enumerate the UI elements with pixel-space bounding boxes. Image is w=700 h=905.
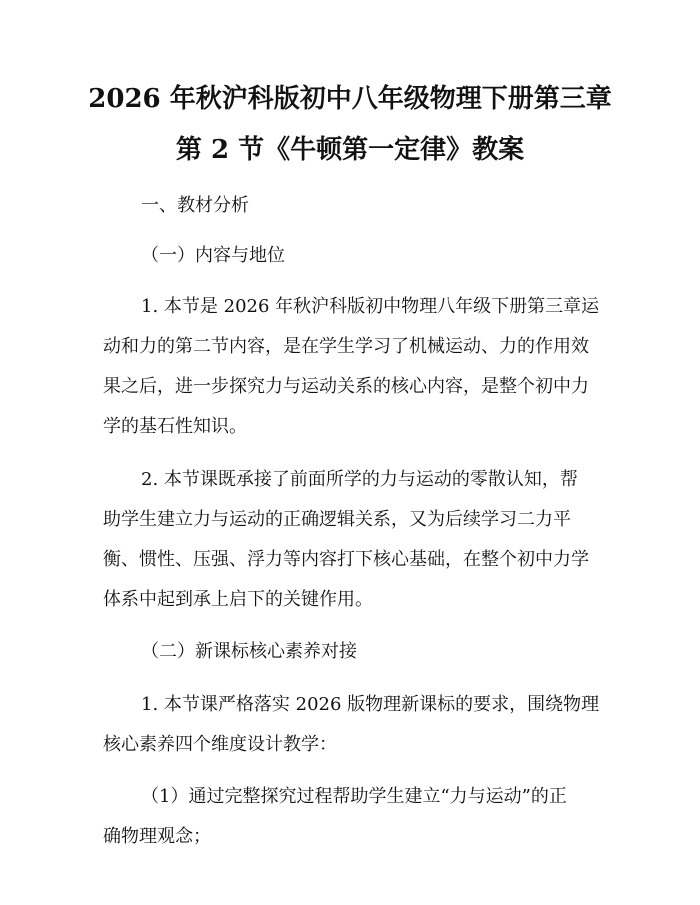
paragraph-2-line: 体系中起到承上启下的关键作用。	[103, 589, 373, 610]
paragraph-1-line: 1. 本节是 2026 年秋沪科版初中物理八年级下册第三章运	[141, 296, 600, 317]
document-title-line-1: 2026 年秋沪科版初中八年级物理下册第三章	[88, 84, 612, 114]
subsection-heading-core-literacy: （二）新课标核心素养对接	[141, 641, 357, 662]
paragraph-3-line: 核心素养四个维度设计教学：	[103, 734, 337, 755]
paragraph-4-line: （1）通过完整探究过程帮助学生建立“力与运动”的正	[141, 786, 567, 807]
paragraph-1-line: 果之后，进一步探究力与运动关系的核心内容，是整个初中力	[103, 376, 589, 397]
document-title-line-2: 第 2 节《牛顿第一定律》教案	[175, 135, 525, 165]
paragraph-2-line: 2. 本节课既承接了前面所学的力与运动的零散认知，帮	[141, 469, 578, 490]
paragraph-4-line: 确物理观念；	[103, 826, 211, 847]
paragraph-3-line: 1. 本节课严格落实 2026 版物理新课标的要求，围绕物理	[141, 694, 600, 715]
paragraph-2-line: 助学生建立力与运动的正确逻辑关系，又为后续学习二力平	[103, 509, 571, 530]
section-heading-textbook-analysis: 一、教材分析	[141, 195, 249, 216]
paragraph-2-line: 衡、惯性、压强、浮力等内容打下核心基础，在整个初中力学	[103, 549, 589, 570]
paragraph-1-line: 动和力的第二节内容，是在学生学习了机械运动、力的作用效	[103, 336, 589, 357]
paragraph-1-line: 学的基石性知识。	[103, 416, 247, 437]
subsection-heading-content-position: （一）内容与地位	[141, 245, 285, 266]
